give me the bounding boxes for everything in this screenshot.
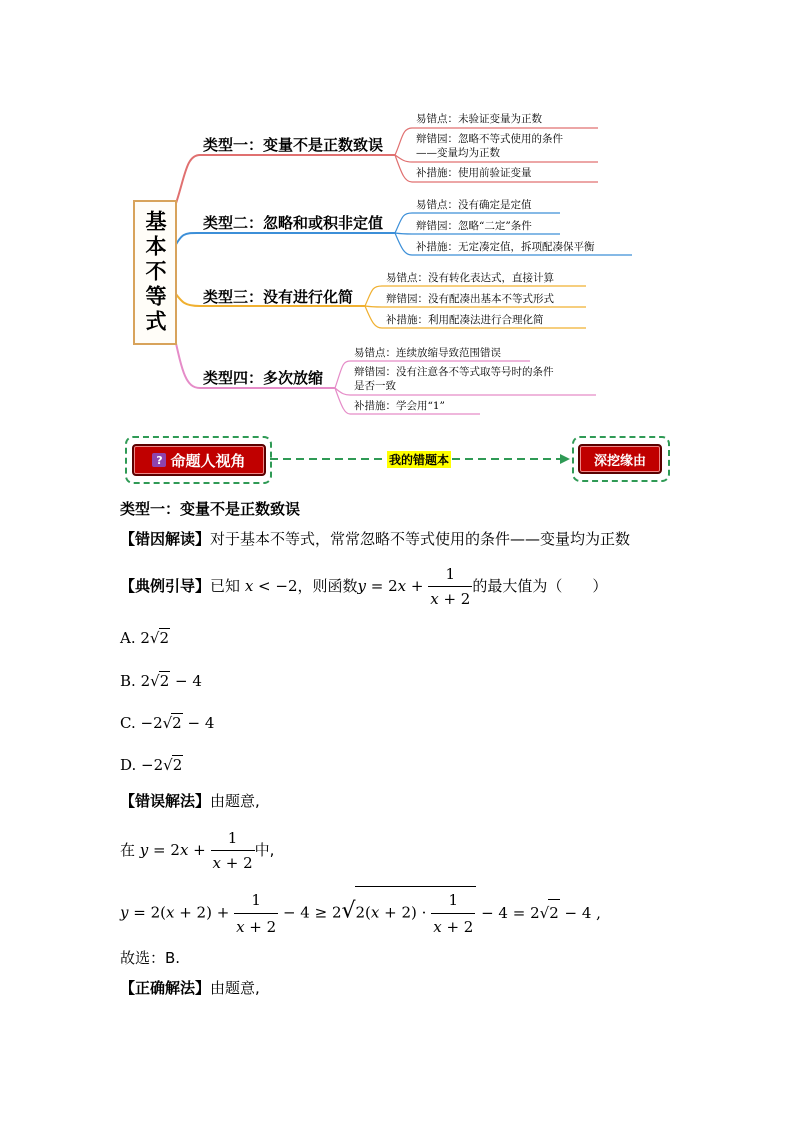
leaf-1-4: 补措施：使用前验证变量 (416, 167, 532, 179)
branch-title-2: 类型二：忽略和或积非定值 (203, 214, 384, 232)
leaf-4-4: 补措施：学会用“1” (354, 400, 445, 412)
cuowu-tag: 【错误解法】 (120, 792, 211, 810)
leaf-3-3: 补措施：利用配凑法进行合理化简 (386, 314, 544, 326)
option-c[interactable]: C. −2√2 − 4 (120, 714, 215, 732)
leaf-4-1: 易错点：连续放缩导致范围错误 (354, 347, 501, 359)
derivation-line: y = 2(x + 2) + $\frac{1}{x + 2}$ − 4 ≥ 2√2(x + 2) · $\frac{1}{x + 2}$ − 4 = 2√2 − 4 , (120, 886, 601, 940)
banner-right-label: 深挖缘由 (593, 453, 646, 469)
zai-line: 在 y = 2x + $\frac{1}{x + 2}$ 中, (120, 826, 274, 875)
leaf-1-1: 易错点：未验证变量为正数 (416, 113, 542, 125)
option-a[interactable]: A. 2√2 (120, 629, 170, 647)
dianli-text-2: ，则函数 (297, 577, 358, 595)
leaf-4-2: 辩错园：没有注意各不等式取等号时的条件 (354, 366, 554, 378)
leaf-1-3: ——变量均为正数 (416, 147, 500, 159)
zhengque-text: 由题意, (210, 979, 260, 997)
zhengque-tag: 【正确解法】 (120, 979, 211, 997)
zhengque-paragraph (120, 977, 260, 998)
option-d-math: −2√2 (141, 756, 183, 774)
leaf-3-1: 易错点：没有转化表达式，直接计算 (386, 272, 554, 284)
cuoyin-tag: 【错因解读】 (120, 530, 211, 548)
option-a-math: 2√2 (140, 629, 170, 647)
banner-right-button[interactable] (578, 444, 662, 474)
zai-text: 在 (120, 841, 136, 859)
banner-left-button[interactable] (132, 444, 266, 476)
guxuan-line: 故选：B. (120, 949, 181, 967)
cuoyin-text: 对于基本不等式，常常忽略不等式使用的条件——变量均为正数 (210, 530, 631, 548)
banner-left-label: 命题人视角 (170, 451, 246, 470)
leaf-1-2: 辩错园：忽略不等式使用的条件 (416, 133, 563, 145)
option-c-math: −2√2 − 4 (140, 714, 215, 732)
option-b-math: 2√2 − 4 (140, 672, 202, 690)
mindmap-root-label: 基本不等式 (143, 210, 167, 335)
branch-title-3: 类型三：没有进行化简 (203, 288, 354, 306)
branch-title-1: 类型一：变量不是正数致误 (203, 136, 384, 154)
leaf-2-3: 补措施：无定凑定值，拆项配凑保平衡 (416, 241, 595, 253)
zhong-text: 中, (254, 841, 275, 859)
connector-branch-2 (173, 233, 395, 250)
dianli-fraction: $\frac{1}{x + 2}$ (428, 562, 472, 611)
dianli-paragraph: 【典例引导】已知 x < −2，则函数y = 2x + $\frac{1}{x + 2}$ 的最大值为（ ） (120, 562, 607, 611)
mindmap-root (133, 200, 177, 345)
connector-branch-1 (173, 155, 395, 212)
branch-title-4: 类型四：多次放缩 (203, 369, 324, 387)
dianli-condition: x (244, 577, 254, 595)
leaf-4-3: 是否一致 (354, 380, 396, 392)
dianli-text-1: 已知 (210, 577, 241, 595)
leaf-2-1: 易错点：没有确定是定值 (416, 199, 532, 211)
leaf-3-2: 辩错园：没有配凑出基本不等式形式 (386, 293, 554, 305)
question-icon: ? (152, 453, 166, 467)
cuoyin-paragraph (120, 528, 630, 549)
dianli-tag: 【典例引导】 (120, 577, 211, 595)
dianli-text-3: 的最大值为（ ） (472, 577, 608, 595)
derivation-fraction-1: $\frac{1}{x + 2}$ (234, 887, 278, 940)
cuowu-text: 由题意, (210, 792, 260, 810)
cuowu-paragraph (120, 790, 260, 811)
zai-fraction: $\frac{1}{x + 2}$ (211, 826, 255, 875)
section-title: 类型一：变量不是正数致误 (120, 500, 301, 518)
option-b[interactable]: B. 2√2 − 4 (120, 672, 202, 690)
derivation-radical: 2(x + 2) · $\frac{1}{x + 2}$ (355, 886, 477, 940)
option-d[interactable]: D. −2√2 (120, 756, 183, 774)
leaf-2-2: 辩错园：忽略“二定”条件 (416, 220, 532, 232)
banner-center-label: 我的错题本 (389, 453, 450, 467)
